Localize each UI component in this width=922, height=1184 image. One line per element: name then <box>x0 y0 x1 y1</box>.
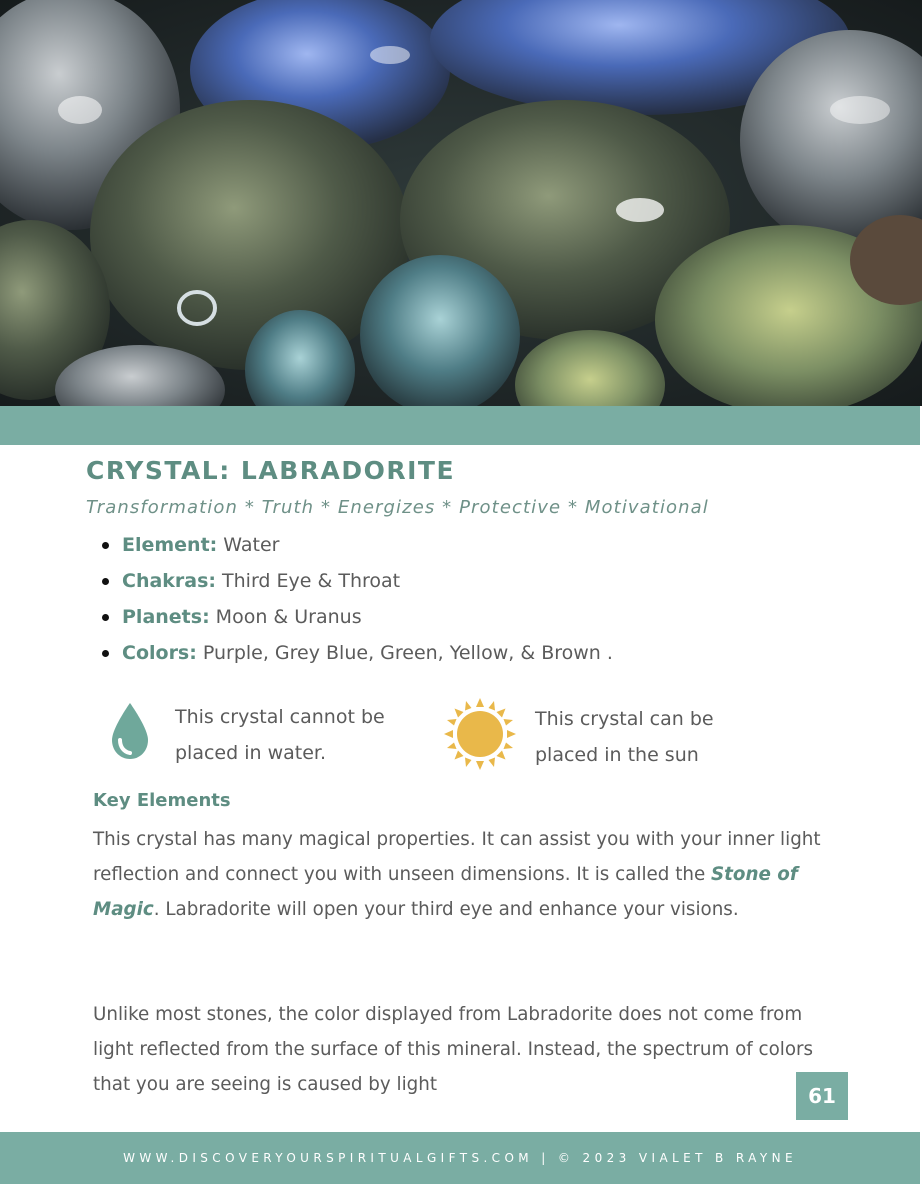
crystal-title: CRYSTAL: LABRADORITE <box>86 456 456 485</box>
property-label: Colors: <box>122 642 197 664</box>
property-label: Planets: <box>122 606 210 628</box>
paragraph-text: . Labradorite will open your third eye and enhance your visions. <box>153 899 739 921</box>
page-number: 61 <box>796 1072 848 1120</box>
bullet-icon <box>102 650 109 657</box>
crystal-subtitle: Transformation * Truth * Energizes * Protective * Motivational <box>86 497 709 518</box>
sun-care-text <box>535 701 795 773</box>
water-care-line2: placed in water. <box>175 742 327 764</box>
key-elements-heading: Key Elements <box>93 790 231 811</box>
stone-of-magic-emphasis: Stone of Magic <box>93 864 798 921</box>
sun-care-line1: This crystal can be <box>535 708 714 730</box>
property-element <box>100 527 613 563</box>
property-label: Chakras: <box>122 570 217 592</box>
sun-icon <box>444 698 516 774</box>
property-planets <box>100 599 613 635</box>
property-value: Water <box>223 534 280 556</box>
footer-bar <box>0 1132 920 1184</box>
paragraph-text: This crystal has many magical properties. It can assist you with your inner light reflection and connect you with unseen dimensions. It is called the <box>93 829 821 886</box>
water-drop-icon <box>108 700 152 766</box>
bullet-icon <box>102 578 109 585</box>
property-chakras <box>100 563 613 599</box>
water-care-text <box>175 699 435 771</box>
properties-list <box>100 527 613 671</box>
sun-care-line2: placed in the sun <box>535 744 699 766</box>
key-elements-paragraph-2: Unlike most stones, the color displayed from Labradorite does not come from light reflected from the surface of this mineral. Instead, the spectrum of colors that you are seeing is caused by light <box>93 1004 814 1096</box>
accent-band <box>0 406 920 445</box>
property-value: Moon & Uranus <box>215 606 362 628</box>
footer-text: WWW.DISCOVERYOURSPIRITUALGIFTS.COM | © 2023 VIALET B RAYNE <box>123 1151 797 1165</box>
property-colors <box>100 635 613 671</box>
property-value: Purple, Grey Blue, Green, Yellow, & Brown . <box>202 642 613 664</box>
key-elements-paragraph-1 <box>93 822 833 928</box>
water-care-line1: This crystal cannot be <box>175 706 385 728</box>
labradorite-photo <box>0 0 922 406</box>
bullet-icon <box>102 614 109 621</box>
bullet-icon <box>102 542 109 549</box>
property-label: Element: <box>122 534 218 556</box>
property-value: Third Eye & Throat <box>222 570 401 592</box>
